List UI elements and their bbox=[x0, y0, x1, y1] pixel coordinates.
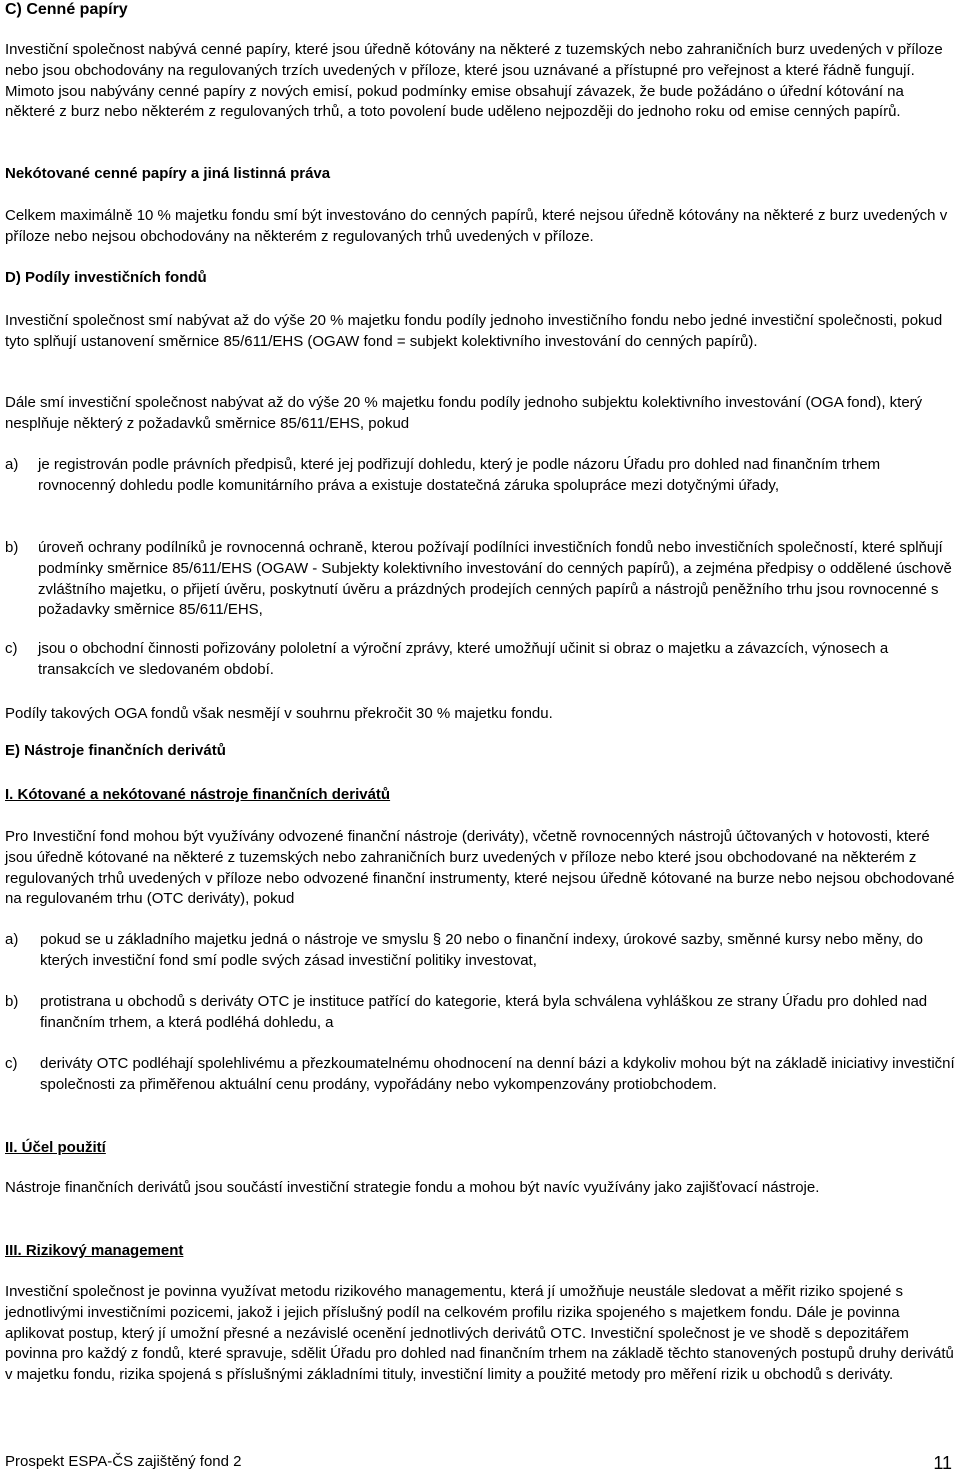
footer-document-title: Prospekt ESPA-ČS zajištěný fond 2 bbox=[5, 1453, 242, 1470]
list-item-text: protistrana u obchodů s deriváty OTC je instituce patřící do kategorie, která byla schválena vyhláškou ze strany Úřadu pro dohled nad finančním trhem, a která podléhá dohledu, a bbox=[40, 993, 928, 1031]
section-e-paragraph-1: Pro Investiční fond mohou být využívány odvozené finanční nástroje (deriváty), včetně rovnocenných nástrojů účtovaných v hotovosti, které jsou úředně kótované na některé z tuzemských nebo zahraničních burz uvedených v příloze nebo které jsou obchodované na některém z regulovaných trhů uvedených v příloze nebo odvozené finanční instrumenty, které nejsou úředně kótované na burze nebo nejsou obchodované na regulovaném trhu (OTC deriváty), pokud bbox=[5, 828, 955, 908]
section-d-paragraph-2: Dále smí investiční společnost nabývat až do výše 20 % majetku fondu podíly jednoho subjektu kolektivního investování (OGA fond), který nesplňuje některý z požadavků směrnice 85/611/EHS, pokud bbox=[5, 394, 923, 432]
section-d-paragraph-3: Podíly takových OGA fondů však nesmějí v souhrnu překročit 30 % majetku fondu. bbox=[5, 705, 553, 722]
section-e-subtitle-2: II. Účel použití bbox=[5, 1139, 106, 1156]
section-c-subtitle: Nekótované cenné papíry a jiná listinná práva bbox=[5, 165, 331, 182]
list-item-label: a) bbox=[5, 931, 19, 948]
list-item-label: c) bbox=[5, 1055, 18, 1072]
list-item-label: b) bbox=[5, 993, 19, 1010]
section-e-title: E) Nástroje finančních derivátů bbox=[5, 742, 226, 759]
list-item-text: pokud se u základního majetku jedná o nástroje ve smyslu § 20 nebo o finanční indexy, úrokové sazby, směnné kursy nebo měny, do kterých investiční fond smí podle svých zásad investiční politiky investovat, bbox=[40, 931, 924, 969]
list-item-text: úroveň ochrany podílníků je rovnocenná ochraně, kterou požívají podílníci investičních fondů nebo investičních společností, které splňují podmínky směrnice 85/611/EHS (OGAW - Subjekty kolektivního investování do cenných papírů), a zejména předpisy o oddělené úschově zvláštního majetku, o přijetí úvěru, poskytnutí úvěru a prázdných prodejích cenných papírů a nástrojů peněžního trhu jsou rovnocenné s požadavky směrnice 85/611/EHS, bbox=[38, 539, 952, 619]
section-e-paragraph-3: Investiční společnost je povinna využívat metodu rizikového managementu, která jí umožňuje neustále sledovat a měřit riziko spojené s jednotlivými investičními pozicemi, jakož i jejich příslušný podíl na celkovém profilu rizika spojeného s majetkem fondu. Dále je povinna aplikovat postup, který jí umožní přesné a nezávislé ocenění jednotlivých derivátů OTC. Investiční společnost je ve shodě s depozitářem povinna pro každý z fondů, které spravuje, sdělit Úřadu pro dohled nad finančním trhem na základě těchto stanovených postupů druhy derivátů v majetku fondu, rizika spojená s příslušnými základními tituly, investiční limity a použité metody pro měření rizik u obchodů s deriváty. bbox=[5, 1283, 954, 1384]
section-d-paragraph-1: Investiční společnost smí nabývat až do výše 20 % majetku fondu podíly jednoho investičního fondu nebo jedné investiční společnosti, pokud tyto splňují ustanovení směrnice 85/611/EHS (OGAW fond = subjekt kolektivního investování do cenných papírů). bbox=[5, 312, 943, 350]
section-c-title: C) Cenné papíry bbox=[5, 1, 128, 18]
list-item-text: deriváty OTC podléhají spolehlivému a přezkoumatelnému ohodnocení na denní bázi a kdykoliv mohou být na základě iniciativy investiční společnosti za přiměřenou aktuální cenu prodány, vypořádány nebo vykompenzovány protiobchodem. bbox=[40, 1055, 955, 1093]
list-item-label: c) bbox=[5, 640, 18, 657]
list-item-text: je registrován podle právních předpisů, které jej podřizují dohledu, který je podle názoru Úřadu pro dohled nad finančním trhem rovnocenný dohledu podle komunitárního práva a existuje dostatečná záruka spolupráce mezi dotyčnými úřady, bbox=[38, 456, 881, 494]
section-d-title: D) Podíly investičních fondů bbox=[5, 269, 207, 286]
section-e-subtitle-1: I. Kótované a nekótované nástroje finančních derivátů bbox=[5, 786, 391, 803]
list-item-text: jsou o obchodní činnosti pořizovány pololetní a výroční zprávy, které umožňují učinit si obraz o majetku a závazcích, výnosech a transakcích ve sledovaném období. bbox=[38, 640, 889, 678]
page-number: 11 bbox=[933, 1453, 952, 1473]
section-c-paragraph-2: Celkem maximálně 10 % majetku fondu smí být investováno do cenných papírů, které nejsou úředně kótovány na některé z burz uvedených v příloze nebo nejsou obchodovány na některém z regulovaných trhů uvedených v příloze. bbox=[5, 207, 948, 245]
section-e-subtitle-3: III. Rizikový management bbox=[5, 1242, 184, 1259]
section-e-paragraph-2: Nástroje finančních derivátů jsou součástí investiční strategie fondu a mohou být navíc využívány jako zajišťovací nástroje. bbox=[5, 1179, 820, 1196]
list-item-label: b) bbox=[5, 539, 19, 556]
list-item-label: a) bbox=[5, 456, 19, 473]
section-c-paragraph-1: Investiční společnost nabývá cenné papíry, které jsou úředně kótovány na některé z tuzemských nebo zahraničních burz uvedených v příloze nebo jsou obchodovány na regulovaných trzích uvedených v příloze, které jsou uznávané a přístupné pro veřejnost a které řádně fungují. Mimoto jsou nabývány cenné papíry z nových emisí, pokud podmínky emise obsahují závazek, že bude požádáno o úřední kótování na některé z burz nebo některém z regulovaných trhů, a toto povolení bude uděleno nejpozději do jednoho roku od emise cenných papírů. bbox=[5, 41, 943, 121]
